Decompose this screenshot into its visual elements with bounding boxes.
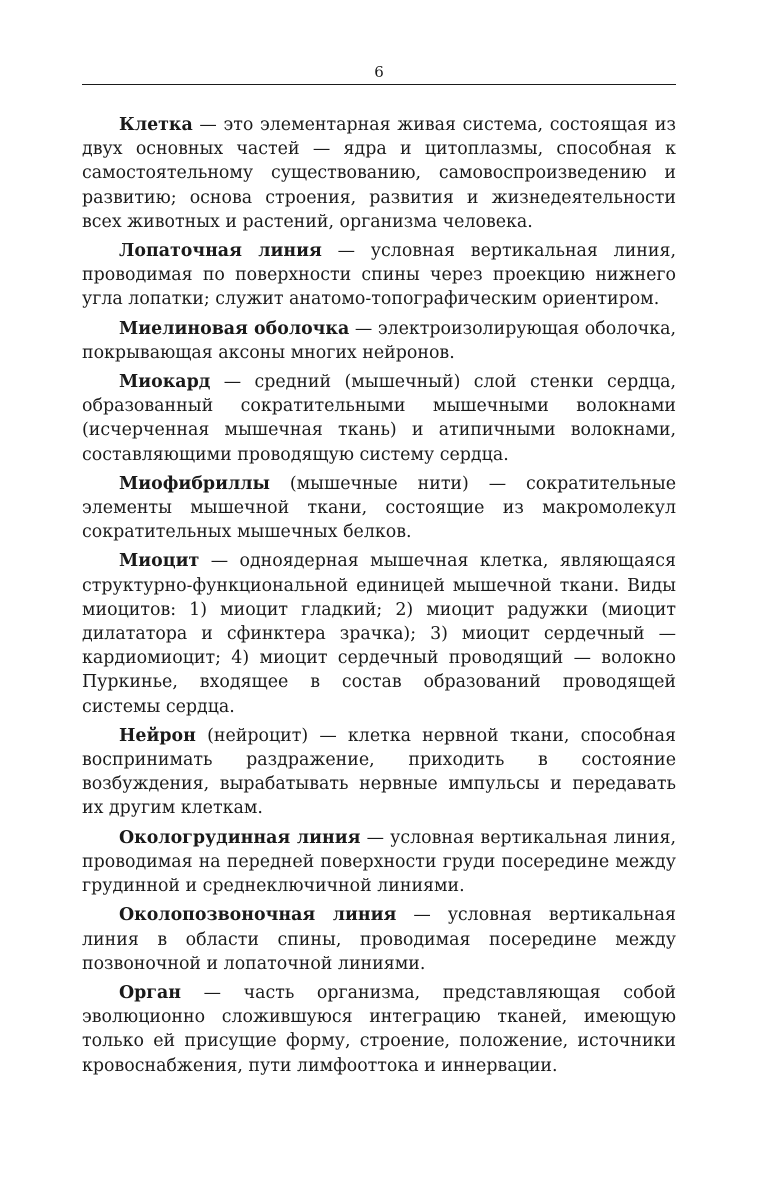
glossary-entry-neiron bbox=[82, 724, 676, 821]
entry-term: Миелиновая оболочка bbox=[119, 318, 350, 339]
entry-definition: (нейроцит) — клетка нервной ткани, способная воспринимать раздражение, приходить в состояние возбуждения, вырабатывать нервные импульсы и передавать их другим клеткам. bbox=[82, 725, 676, 819]
entry-term: Миокард bbox=[119, 372, 211, 393]
glossary-entry-lopatochnaya-liniya bbox=[82, 239, 676, 312]
entry-definition: — условная вертикальная линия в области спины, проводимая посередине между позвоночной и лопаточной линиями. bbox=[82, 905, 676, 974]
entry-definition: — часть организма, представляющая собой эволюционно сложившуюся интеграцию тканей, имеющую только ей присущие форму, строение, положение, источники кровоснабжения, пути лимфооттока и иннервации. bbox=[82, 982, 676, 1076]
entry-term: Орган bbox=[119, 982, 181, 1003]
glossary-entry-mielinovaya-obolochka bbox=[82, 317, 676, 365]
glossary-entry-okologrudinnaya-liniya bbox=[82, 826, 676, 899]
entry-definition: — электроизолирующая оболочка, покрывающая аксоны многих нейронов. bbox=[82, 318, 676, 363]
entry-definition: — одноядерная мышечная клетка, являющаяся структурно-функциональной единицей мышечной ткани. Виды миоцитов: 1) миоцит гладкий; 2) миоцит радужки (миоцит дилататора и сфинктера зрачка); 3) миоцит сердечный — кардиомиоцит; 4) миоцит сердечный проводящий — волокно Пуркинье, входящее в состав образований проводящей системы сердца. bbox=[82, 551, 676, 717]
entry-definition: — это элементарная живая система, состоящая из двух основных частей — ядра и цитоплазмы, способная к самостоятельному существованию, самовоспроизведению и развитию; основа строения, развития и жизнедеятельности всех животных и растений, организма человека. bbox=[82, 115, 676, 232]
entry-term: Окологрудинная линия bbox=[119, 827, 361, 848]
glossary-entry-okolopozvonochnaya-liniya bbox=[82, 903, 676, 976]
page-number: 6 bbox=[374, 63, 384, 81]
glossary-entry-miokard bbox=[82, 370, 676, 467]
entry-term: Околопозвоночная линия bbox=[119, 905, 397, 926]
entry-term: Миоцит bbox=[119, 551, 200, 572]
entry-definition: — условная вертикальная линия, проводимая на передней поверхности груди посередине между грудинной и среднеключичной линиями. bbox=[82, 827, 676, 897]
entry-term: Нейрон bbox=[119, 725, 196, 746]
entry-term: Клетка bbox=[119, 115, 193, 135]
glossary-entry-miofibrilly bbox=[82, 472, 676, 545]
header-rule bbox=[82, 84, 676, 85]
glossary-entry-kletka bbox=[82, 113, 676, 234]
glossary-entry-organ bbox=[82, 981, 676, 1078]
entry-term: Миофибриллы bbox=[119, 473, 270, 494]
glossary bbox=[82, 113, 676, 1078]
entry-definition: (мышечные нити) — сократительные элементы мышечной ткани, состоящие из макромолекул сократительных мышечных белков. bbox=[82, 473, 676, 543]
glossary-entry-miocit bbox=[82, 549, 676, 718]
page bbox=[82, 0, 676, 1083]
entry-definition: — средний (мышечный) слой стенки сердца, образованный сократительными мышечными волокнами (исчерченная мышечная ткань) и атипичными волокнами, составляющими проводящую систему сердца. bbox=[82, 372, 676, 465]
entry-definition: — условная вертикальная линия, проводимая по поверхности спины через проекцию нижнего угла лопатки; служит анатомо-топографическим ориентиром. bbox=[82, 241, 676, 310]
entry-term: Лопаточная линия bbox=[119, 241, 322, 262]
